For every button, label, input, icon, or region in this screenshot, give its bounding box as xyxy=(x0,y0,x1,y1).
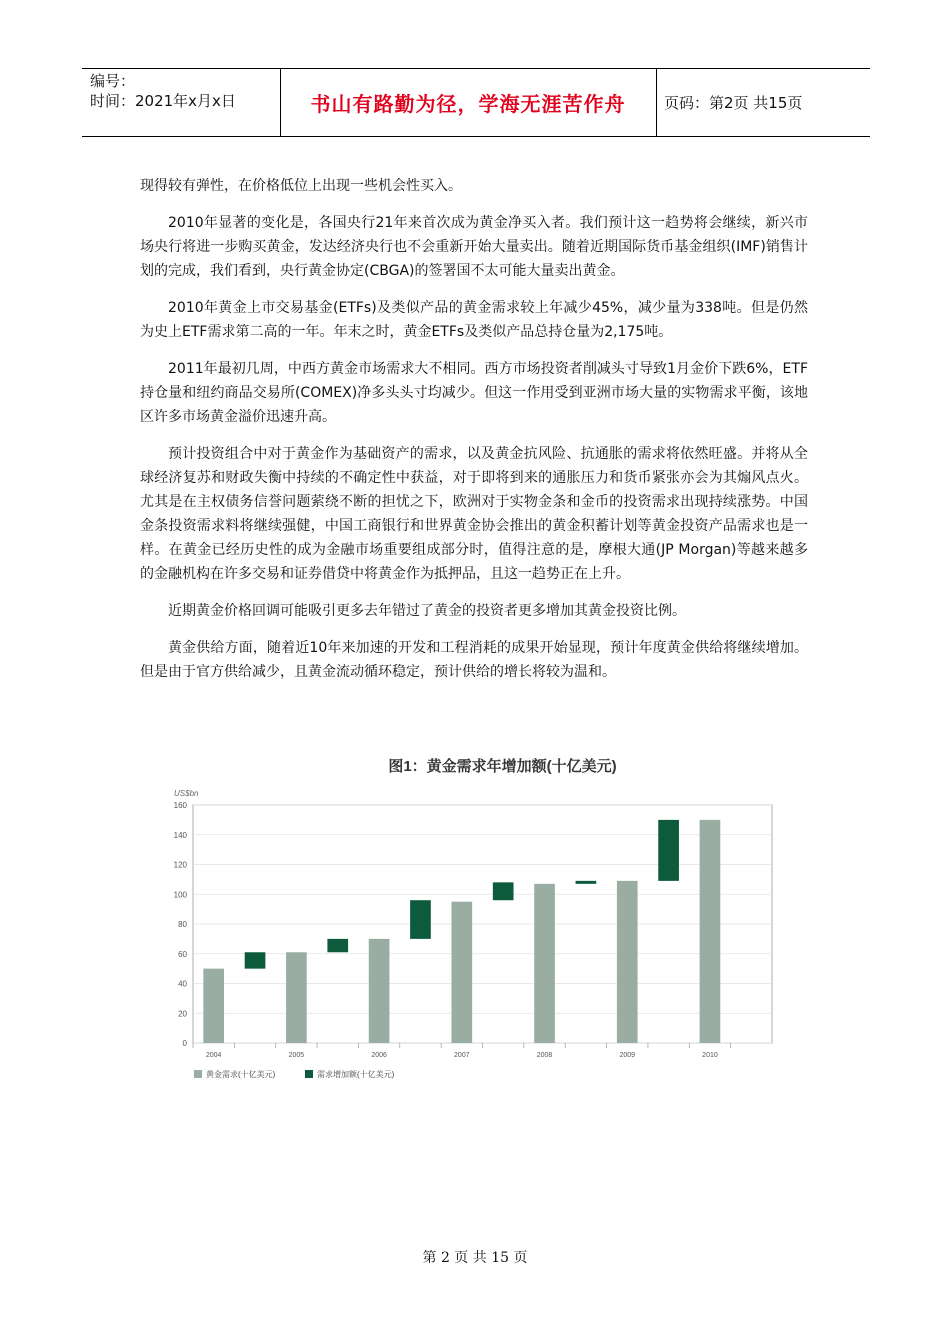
y-tick-label: 140 xyxy=(173,830,187,840)
header-bottom-rule xyxy=(82,136,870,137)
header-page-info: 页码：第2页 共15页 xyxy=(664,94,803,112)
x-tick-label: 2005 xyxy=(288,1052,305,1059)
page-footer: 第 2 页 共 15 页 xyxy=(422,1250,528,1266)
increase-bar xyxy=(658,820,679,881)
demand-bar xyxy=(203,969,224,1043)
body-paragraph: 近期黄金价格回调可能吸引更多去年错过了黄金的投资者更多增加其黄金投资比例。 xyxy=(168,603,686,619)
demand-bar xyxy=(451,902,472,1043)
body-paragraph: 预计投资组合中对于黄金作为基础资产的需求，以及黄金抗风险、抗通胀的需求将依然旺盛。并将从全球经济复苏和财政失衡中持续的不确定性中获益，对于即将到来的通胀压力和货币紧张亦会为其煽风点火。尤其是在主权债务信誉问题萦绕不断的担忧之下，欧洲对于实物金条和金币的投资需求出现持续涨势。中国金条投资需求料将继续强健，中国工商银行和世界黄金协会推出的黄金积蓄计划等黄金投资产品需求也是一样。在黄金已经历史性的成为金融市场重要组成部分时，值得注意的是，摩根大通(JP Morgan)等越来越多的金融机构在许多交易和证券借贷中将黄金作为抵押品，且这一趋势正在上升。 xyxy=(140,446,808,582)
y-tick-label: 20 xyxy=(178,1009,187,1019)
y-tick-label: 40 xyxy=(178,979,187,989)
demand-bar xyxy=(369,939,390,1043)
header-motto: 书山有路勤为径，学海无涯苦作舟 xyxy=(310,92,626,116)
y-tick-label: 120 xyxy=(173,860,187,870)
gold-demand-chart xyxy=(160,746,790,1091)
y-tick-label: 60 xyxy=(178,949,187,959)
demand-bar xyxy=(286,952,307,1043)
body-paragraph: 现得较有弹性，在价格低位上出现一些机会性买入。 xyxy=(140,178,462,194)
body-paragraph: 2011年最初几周，中西方黄金市场需求大不相同。西方市场投资者削减头寸导致1月金价下跌6%，ETF持仓量和纽约商品交易所(COMEX)净多头头寸均减少。但这一作用受到亚洲市场大量的实物需求平衡，该地区许多市场黄金溢价迅速升高。 xyxy=(140,361,808,425)
legend-swatch-increase xyxy=(305,1070,313,1078)
x-tick-label: 2009 xyxy=(619,1052,636,1059)
x-tick-label: 2004 xyxy=(205,1052,222,1059)
demand-bar xyxy=(617,881,638,1043)
increase-bar xyxy=(576,881,597,884)
document-body xyxy=(140,174,808,697)
document-number-label: 编号： xyxy=(90,72,136,90)
increase-bar xyxy=(410,900,431,939)
header-meta xyxy=(90,71,236,111)
x-tick-label: 2007 xyxy=(454,1052,470,1059)
body-paragraph: 2010年黄金上市交易基金(ETFs)及类似产品的黄金需求较上年减少45%，减少量为338吨。但是仍然为史上ETF需求第二高的一年。年末之时，黄金ETFs及类似产品总持仓量为2,175吨。 xyxy=(140,300,808,340)
demand-bar xyxy=(534,884,555,1043)
increase-bar xyxy=(493,882,514,900)
y-tick-label: 0 xyxy=(182,1039,187,1048)
increase-bar xyxy=(327,939,348,952)
legend-label-demand: 黄金需求(十亿美元) xyxy=(206,1070,276,1079)
body-paragraph: 黄金供给方面，随着近10年来加速的开发和工程消耗的成果开始显现，预计年度黄金供给将继续增加。但是由于官方供给减少，且黄金流动循环稳定，预计供给的增长将较为温和。 xyxy=(140,640,808,680)
header-divider-left xyxy=(280,68,281,136)
demand-bar xyxy=(700,820,721,1043)
y-tick-label: 100 xyxy=(173,890,187,900)
x-tick-label: 2006 xyxy=(371,1052,387,1059)
chart-title: 图1：黄金需求年增加额(十亿美元) xyxy=(388,758,617,775)
y-axis-unit-label: US$bn xyxy=(174,789,199,798)
document-date: 时间：2021年x月x日 xyxy=(90,92,236,110)
legend-swatch-demand xyxy=(194,1070,202,1078)
x-tick-label: 2008 xyxy=(536,1052,553,1059)
y-tick-label: 160 xyxy=(173,801,187,810)
header-divider-right xyxy=(656,68,657,136)
x-tick-label: 2010 xyxy=(702,1052,718,1059)
y-tick-label: 80 xyxy=(178,920,187,929)
legend-label-increase: 需求增加额(十亿美元) xyxy=(317,1070,395,1079)
increase-bar xyxy=(245,952,266,968)
body-paragraph: 2010年显著的变化是，各国央行21年来首次成为黄金净买入者。我们预计这一趋势将会继续，新兴市场央行将进一步购买黄金，发达经济央行也不会重新开始大量卖出。随着近期国际货币基金组织(IMF)销售计划的完成，我们看到，央行黄金协定(CBGA)的签署国不太可能大量卖出黄金。 xyxy=(140,215,808,279)
header-top-rule xyxy=(82,68,870,69)
